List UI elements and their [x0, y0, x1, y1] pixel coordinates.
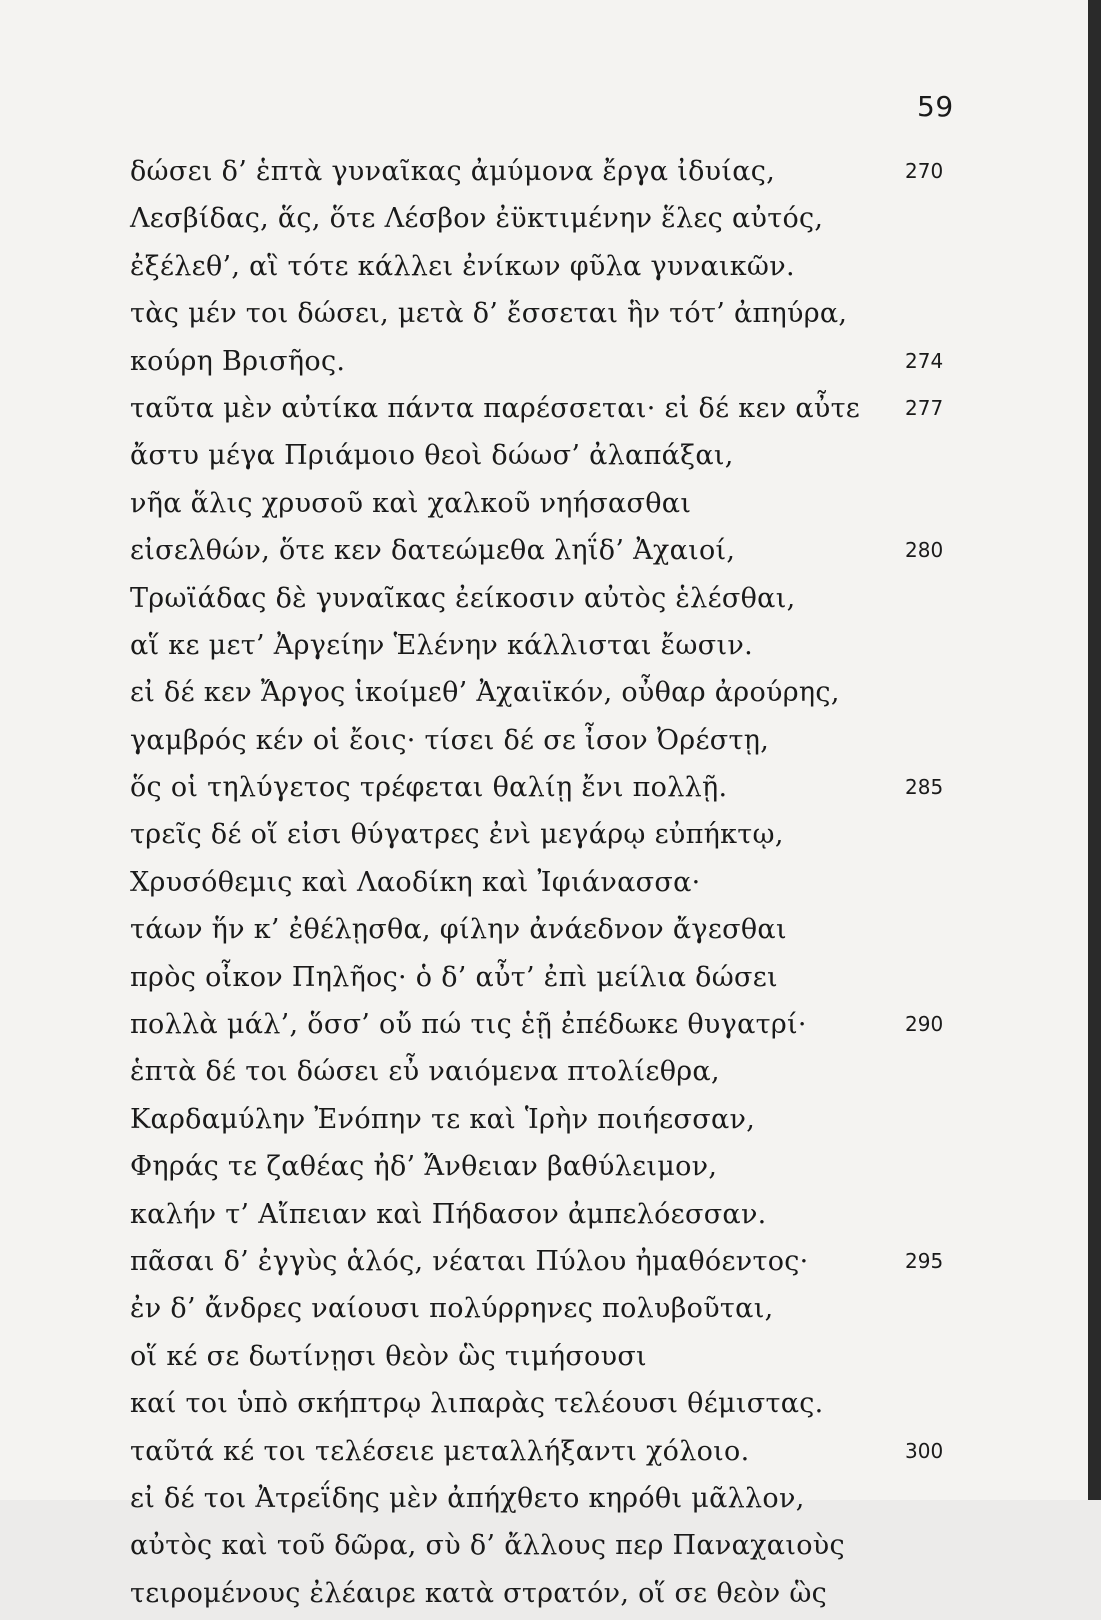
verse-text: πρὸς οἶκον Πηλῆος· ὁ δ’ αὖτ’ ἐπὶ μείλια δώσει: [130, 961, 778, 993]
verse-line: [130, 385, 950, 432]
verse-text: εἰσελθών, ὅτε κεν δατεώμεθα ληΐδ’ Ἀχαιοί,: [130, 535, 736, 567]
line-number: 270: [905, 159, 944, 183]
verse-line: [130, 1522, 950, 1569]
poem-text: [130, 148, 950, 1617]
verse-line: [130, 622, 950, 669]
verse-text: ὅς οἱ τηλύγετος τρέφεται θαλίῃ ἔνι πολλῇ.: [130, 772, 728, 804]
verse-line: [130, 1428, 950, 1475]
line-number: 277: [905, 395, 944, 420]
verse-line: [130, 906, 950, 953]
verse-line: [130, 1096, 950, 1143]
verse-text: Λεσβίδας, ἅς, ὅτε Λέσβον ἐϋκτιμένην ἕλες αὐτός,: [130, 203, 824, 235]
line-number: 295: [905, 1248, 944, 1273]
verse-line: [130, 954, 950, 1001]
verse-text: καλήν τ’ Αἴπειαν καὶ Πήδασον ἀμπελόεσσαν.: [130, 1198, 767, 1230]
verse-text: αἵ κε μετ’ Ἀργείην Ἑλένην κάλλισται ἔωσιν.: [130, 629, 753, 661]
verse-line: [130, 195, 950, 242]
verse-text: ἄστυ μέγα Πριάμοιο θεοὶ δώωσ’ ἀλαπάξαι,: [130, 440, 734, 472]
verse-text: δώσει δ’ ἑπτὰ γυναῖκας ἀμύμονα ἔργα ἰδυίας,: [130, 156, 776, 187]
verse-text: καί τοι ὑπὸ σκήπτρῳ λιπαρὰς τελέουσι θέμιστας.: [130, 1388, 824, 1420]
line-number: 280: [905, 538, 944, 563]
verse-text: οἵ κέ σε δωτίνῃσι θεὸν ὣς τιμήσουσι: [130, 1340, 647, 1372]
verse-line: [130, 1380, 950, 1427]
verse-text: πᾶσαι δ’ ἐγγὺς ἁλός, νέαται Πύλου ἠμαθόεντος·: [130, 1245, 809, 1277]
verse-text: ἐξέλεθ’, αἳ τότε κάλλει ἐνίκων φῦλα γυναικῶν.: [130, 250, 795, 282]
verse-line: [130, 669, 950, 716]
verse-text: Καρδαμύλην Ἐνόπην τε καὶ Ἱρὴν ποιήεσσαν,: [130, 1103, 756, 1135]
page-number: 59: [917, 90, 954, 123]
verse-text: ταῦτα μὲν αὐτίκα πάντα παρέσσεται· εἰ δέ κεν αὖτε: [130, 392, 861, 424]
verse-line: [130, 148, 950, 195]
verse-text: γαμβρός κέν οἱ ἔοις· τίσει δέ σε ἶσον Ὀρέστῃ,: [130, 724, 770, 756]
verse-text: Φηράς τε ζαθέας ἠδ’ Ἄνθειαν βαθύλειμον,: [130, 1151, 718, 1183]
verse-text: κούρη Βρισῆος.: [130, 345, 346, 377]
verse-text: νῆα ἅλις χρυσοῦ καὶ χαλκοῦ νηήσασθαι: [130, 487, 692, 519]
verse-line: [130, 480, 950, 527]
verse-text: τρεῖς δέ οἵ εἰσι θύγατρες ἐνὶ μεγάρῳ εὐπήκτῳ,: [130, 819, 784, 851]
verse-text: εἰ δέ τοι Ἀτρεΐδης μὲν ἀπήχθετο κηρόθι μᾶλλον,: [130, 1482, 805, 1514]
verse-line: [130, 1333, 950, 1380]
verse-text: ταῦτά κέ τοι τελέσειε μεταλλήξαντι χόλοιο.: [130, 1435, 750, 1467]
verse-line: [130, 1048, 950, 1095]
verse-text: Χρυσόθεμις καὶ Λαοδίκη καὶ Ἰφιάνασσα·: [130, 866, 701, 898]
verse-line: [130, 575, 950, 622]
verse-line: [130, 859, 950, 906]
verse-text: αὐτὸς καὶ τοῦ δῶρα, σὺ δ’ ἄλλους περ Παναχαιοὺς: [130, 1530, 845, 1562]
verse-line: [130, 338, 950, 385]
line-number: 300: [905, 1438, 944, 1463]
verse-text: πολλὰ μάλ’, ὅσσ’ οὔ πώ τις ἑῇ ἐπέδωκε θυγατρί·: [130, 1009, 807, 1041]
verse-line: [130, 1570, 950, 1617]
line-number: 285: [905, 775, 944, 800]
verse-line: [130, 290, 950, 337]
verse-line: [130, 1191, 950, 1238]
verse-line: [130, 717, 950, 764]
verse-text: τάων ἥν κ’ ἐθέλῃσθα, φίλην ἀνάεδνον ἄγεσθαι: [130, 914, 787, 946]
verse-line: [130, 1001, 950, 1048]
verse-text: ἐν δ’ ἄνδρες ναίουσι πολύρρηνες πολυβοῦται,: [130, 1293, 774, 1325]
line-number: 274: [905, 348, 944, 373]
verse-line: [130, 1285, 950, 1332]
verse-line: [130, 243, 950, 290]
verse-line: [130, 1475, 950, 1522]
line-number: 290: [905, 1012, 944, 1037]
verse-text: τὰς μέν τοι δώσει, μετὰ δ’ ἔσσεται ἣν τότ’ ἀπηύρα,: [130, 298, 848, 330]
binding-edge: [1088, 0, 1101, 1500]
verse-text: εἰ δέ κεν Ἄργος ἱκοίμεθ’ Ἀχαιϊκόν, οὖθαρ ἀρούρης,: [130, 677, 840, 709]
verse-line: [130, 811, 950, 858]
verse-line: [130, 764, 950, 811]
verse-line: [130, 432, 950, 479]
verse-line: [130, 527, 950, 574]
verse-line: [130, 1143, 950, 1190]
verse-text: ἑπτὰ δέ τοι δώσει εὖ ναιόμενα πτολίεθρα,: [130, 1056, 720, 1088]
verse-text: τειρομένους ἐλέαιρε κατὰ στρατόν, οἵ σε θεὸν ὣς: [130, 1577, 828, 1609]
verse-text: Τρωϊάδας δὲ γυναῖκας ἐείκοσιν αὐτὸς ἑλέσθαι,: [130, 582, 796, 614]
verse-line: [130, 1238, 950, 1285]
